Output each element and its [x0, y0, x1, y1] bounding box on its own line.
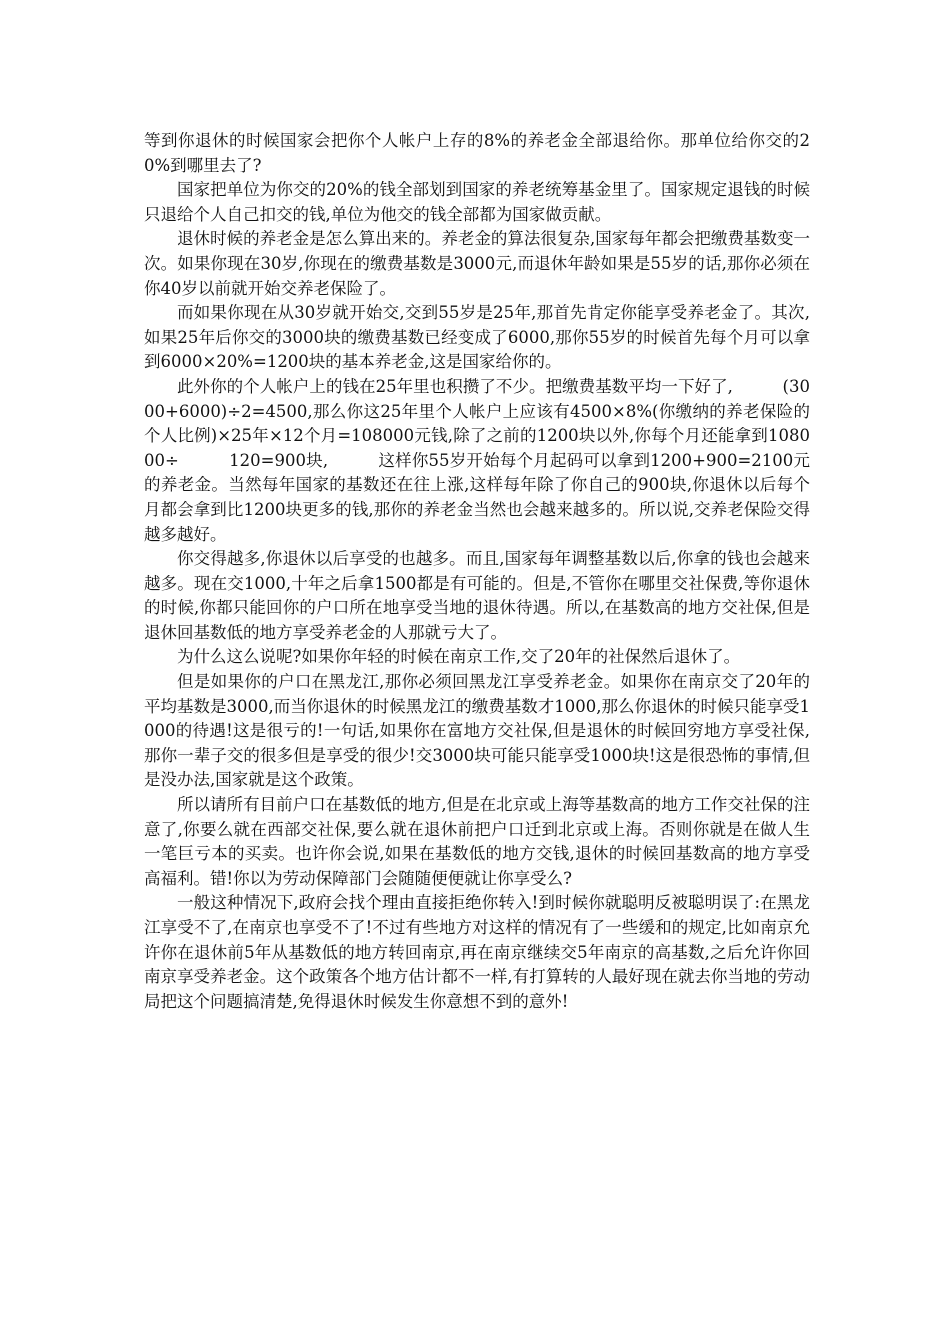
paragraph-1: 等到你退休的时候国家会把你个人帐户上存的8%的养老金全部退给你。那单位给你交的20%到哪里去了?	[144, 131, 810, 175]
paragraph-5: 此外你的个人帐户上的钱在25年里也积攒了不少。把缴费基数平均一下好了, (3000+6000)÷2=4500,那么你这25年里个人帐户上应该有4500×8%(你缴纳的养老保险的个人比例)×25年×12个月=108000元钱,除了之前的1200块以外,你每个月还能拿到108000÷ 120=900块, 这样你55岁开始每个月起码可以拿到1200+900=2100元的养老金。当然每年国家的基数还在往上涨,这样每年除了你自己的900块,你退休以后每个月都会拿到比1200块更多的钱,那你的养老金当然也会越来越多的。所以说,交养老保险交得越多越好。	[144, 376, 810, 544]
paragraph-2: 国家把单位为你交的20%的钱全部划到国家的养老统筹基金里了。国家规定退钱的时候只退给个人自己扣交的钱,单位为他交的钱全部都为国家做贡献。	[144, 180, 810, 224]
document-body	[144, 129, 810, 1014]
paragraph-6: 你交得越多,你退休以后享受的也越多。而且,国家每年调整基数以后,你拿的钱也会越来越多。现在交1000,十年之后拿1500都是有可能的。但是,不管你在哪里交社保费,等你退休的时候,你都只能回你的户口所在地享受当地的退休待遇。所以,在基数高的地方交社保,但是退休回基数低的地方享受养老金的人那就亏大了。	[144, 549, 810, 642]
paragraph-10: 一般这种情况下,政府会找个理由直接拒绝你转入!到时候你就聪明反被聪明误了:在黑龙江享受不了,在南京也享受不了!不过有些地方对这样的情况有了一些缓和的规定,比如南京允许你在退休前5年从基数低的地方转回南京,再在南京继续交5年南京的高基数,之后允许你回南京享受养老金。这个政策各个地方估计都不一样,有打算转的人最好现在就去你当地的劳动局把这个问题搞清楚,免得退休时候发生你意想不到的意外!	[144, 893, 810, 1011]
paragraph-7: 为什么这么说呢?如果你年轻的时候在南京工作,交了20年的社保然后退休了。	[177, 647, 741, 667]
paragraph-8: 但是如果你的户口在黑龙江,那你必须回黑龙江享受养老金。如果你在南京交了20年的平均基数是3000,而当你退休的时候黑龙江的缴费基数才1000,那么你退休的时候只能享受1000的待遇!这是很亏的!一句话,如果你在富地方交社保,但是退休的时候回穷地方享受社保,那你一辈子交的很多但是享受的很少!交3000块可能只能享受1000块!这是很恐怖的事情,但是没办法,国家就是这个政策。	[144, 672, 810, 790]
paragraph-3: 退休时候的养老金是怎么算出来的。养老金的算法很复杂,国家每年都会把缴费基数变一次。如果你现在30岁,你现在的缴费基数是3000元,而退休年龄如果是55岁的话,那你必须在你40岁以前就开始交养老保险了。	[144, 229, 810, 298]
paragraph-9: 所以请所有目前户口在基数低的地方,但是在北京或上海等基数高的地方工作交社保的注意了,你要么就在西部交社保,要么就在退休前把户口迁到北京或上海。否则你就是在做人生一笔巨亏本的买卖。也许你会说,如果在基数低的地方交钱,退休的时候回基数高的地方享受高福利。错!你以为劳动保障部门会随随便便就让你享受么?	[144, 795, 810, 888]
paragraph-4: 而如果你现在从30岁就开始交,交到55岁是25年,那首先肯定你能享受养老金了。其次,如果25年后你交的3000块的缴费基数已经变成了6000,那你55岁的时候首先每个月可以拿到6000×20%=1200块的基本养老金,这是国家给你的。	[144, 303, 810, 372]
